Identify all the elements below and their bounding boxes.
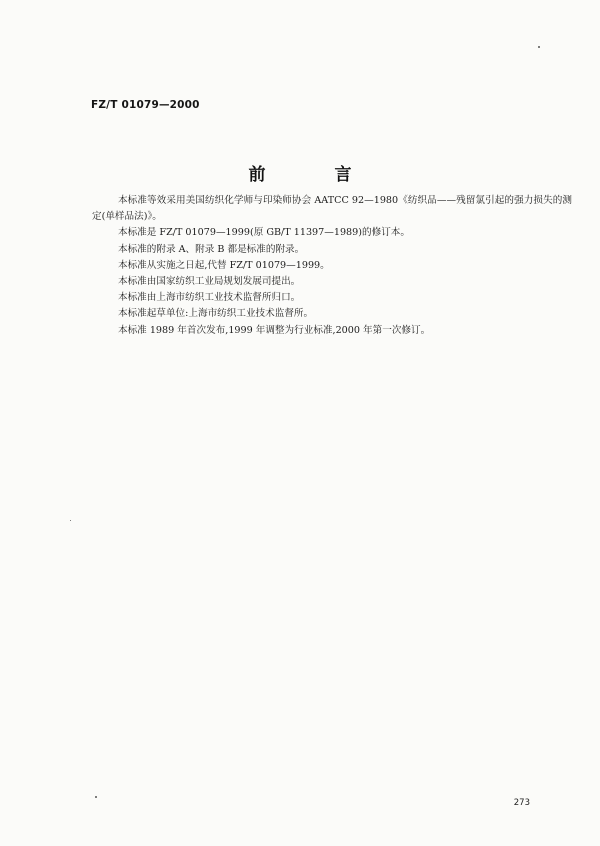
paragraph: 本标准等效采用美国纺织化学师与印染师协会 AATCC 92—1980《纺织品——残留氯引起的强力损失的测定(单样品法)》。 — [92, 195, 572, 223]
standard-code: FZ/T 01079—2000 — [91, 99, 200, 111]
page-title: 前 言 — [248, 165, 378, 185]
paragraph: 本标准起草单位:上海市纺织工业技术监督所。 — [118, 308, 314, 320]
paragraph: 本标准是 FZ/T 01079—1999(原 GB/T 11397—1989)的修订本。 — [118, 227, 410, 239]
paragraph: 本标准从实施之日起,代替 FZ/T 01079—1999。 — [118, 259, 330, 271]
paragraph: 本标准由上海市纺织工业技术监督所归口。 — [118, 292, 301, 304]
paragraph: 本标准的附录 A、附录 B 都是标准的附录。 — [118, 243, 305, 255]
scan-speck — [70, 520, 71, 521]
scan-speck — [538, 46, 540, 48]
foreword-body — [92, 193, 572, 339]
paragraph: 本标准 1989 年首次发布,1999 年调整为行业标准,2000 年第一次修订。 — [118, 324, 431, 336]
paragraph: 本标准由国家纺织工业局规划发展司提出。 — [118, 276, 301, 288]
page-number: 273 — [513, 798, 530, 808]
scan-speck — [95, 796, 97, 798]
